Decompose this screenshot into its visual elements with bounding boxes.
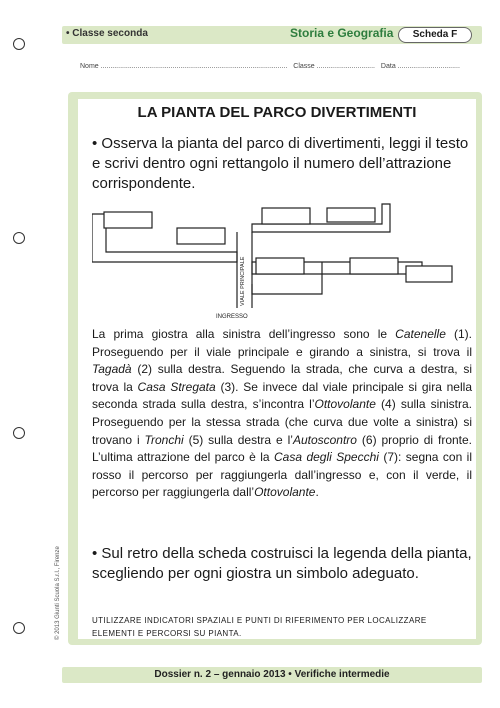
attraction-box-1[interactable]: [104, 212, 152, 228]
description-paragraph: [92, 326, 472, 502]
class-label: • Classe seconda: [66, 28, 148, 39]
student-fields: [80, 63, 480, 70]
attraction-box-6[interactable]: [350, 258, 398, 274]
viale-principale-label: VIALE PRINCIPALE: [240, 256, 246, 306]
attraction-name: Autoscontro: [292, 432, 357, 447]
instruction-legend: • Sul retro della scheda costruisci la legenda della pianta, scegliendo per ogni giostra un simbolo adeguato.: [92, 545, 472, 582]
attraction-name: Casa Stregata: [137, 379, 216, 394]
attraction-box-5[interactable]: [256, 258, 304, 274]
binder-hole-2: [13, 232, 25, 244]
binder-hole-3: [13, 427, 25, 439]
attraction-box-3[interactable]: [262, 208, 310, 224]
attraction-name: Ottovolante: [314, 397, 376, 412]
paragraph-text: La prima giostra alla sinistra dell’ingresso sono le: [92, 327, 396, 341]
park-map: [92, 202, 464, 320]
attraction-box-7[interactable]: [406, 266, 452, 282]
paragraph-text: (7): segna con il rosso il percorso per raggiungerla dall’ingresso e, con il verde, il percorso per raggiungerla dall’: [92, 450, 473, 500]
paragraph-text: .: [315, 485, 319, 500]
nome-field[interactable]: Nome ................................................................................................: [80, 63, 288, 70]
scheda-badge: Scheda F: [398, 27, 472, 43]
teacher-note: UTILIZZARE INDICATORI SPAZIALI E PUNTI DI RIFERIMENTO PER LOCALIZZARE ELEMENTI E PERCORSI SU PIANTA.: [92, 616, 427, 638]
ingresso-label: INGRESSO: [216, 314, 248, 320]
paragraph-text: (2) sulla destra. Seguendo la strada, che curva a destra, si trova la: [92, 362, 472, 394]
attraction-name: Ottovolante: [254, 485, 316, 500]
copyright-text: © 2013 Giunti Scuola S.r.l., Firenze: [55, 546, 61, 640]
footer-bar: Dossier n. 2 – gennaio 2013 • Verifiche intermedie: [62, 667, 482, 683]
page-title: LA PIANTA DEL PARCO DIVERTIMENTI: [137, 104, 417, 121]
classe-field[interactable]: Classe ..............................: [293, 63, 375, 70]
subject-title: Storia e Geografia: [290, 26, 394, 40]
attraction-box-2[interactable]: [177, 228, 225, 244]
attraction-box-4[interactable]: [327, 208, 375, 222]
paragraph-text: (3). Se invece dal viale principale si gira nella seconda strada sulla destra, s’incontra l’: [92, 379, 472, 412]
paragraph-text: (4) sulla sinistra. Proseguendo per la stessa strada (che curva due volte a sinistra) si trovano i: [92, 397, 472, 447]
data-field[interactable]: Data ................................: [380, 63, 460, 70]
attraction-name: Tagadà: [92, 362, 132, 377]
attraction-name: Tronchi: [144, 432, 184, 447]
attraction-name: Casa degli Specchi: [274, 450, 379, 465]
paragraph-text: (1). Proseguendo per il viale principale e girando a sinistra, si trova il: [92, 327, 473, 359]
paragraph-text: (5) sulla destra e l’: [183, 432, 293, 447]
attraction-name: Catenelle: [395, 327, 446, 341]
binder-hole-1: [13, 38, 25, 50]
paragraph-text: (6) proprio di fronte. L’ultima attrazione del parco è la: [92, 432, 473, 465]
binder-hole-4: [13, 622, 25, 634]
instruction-observe: • Osserva la pianta del parco di divertimenti, leggi il testo e scrivi dentro ogni rettangolo il numero dell’attrazione corrispondente.: [92, 135, 469, 192]
